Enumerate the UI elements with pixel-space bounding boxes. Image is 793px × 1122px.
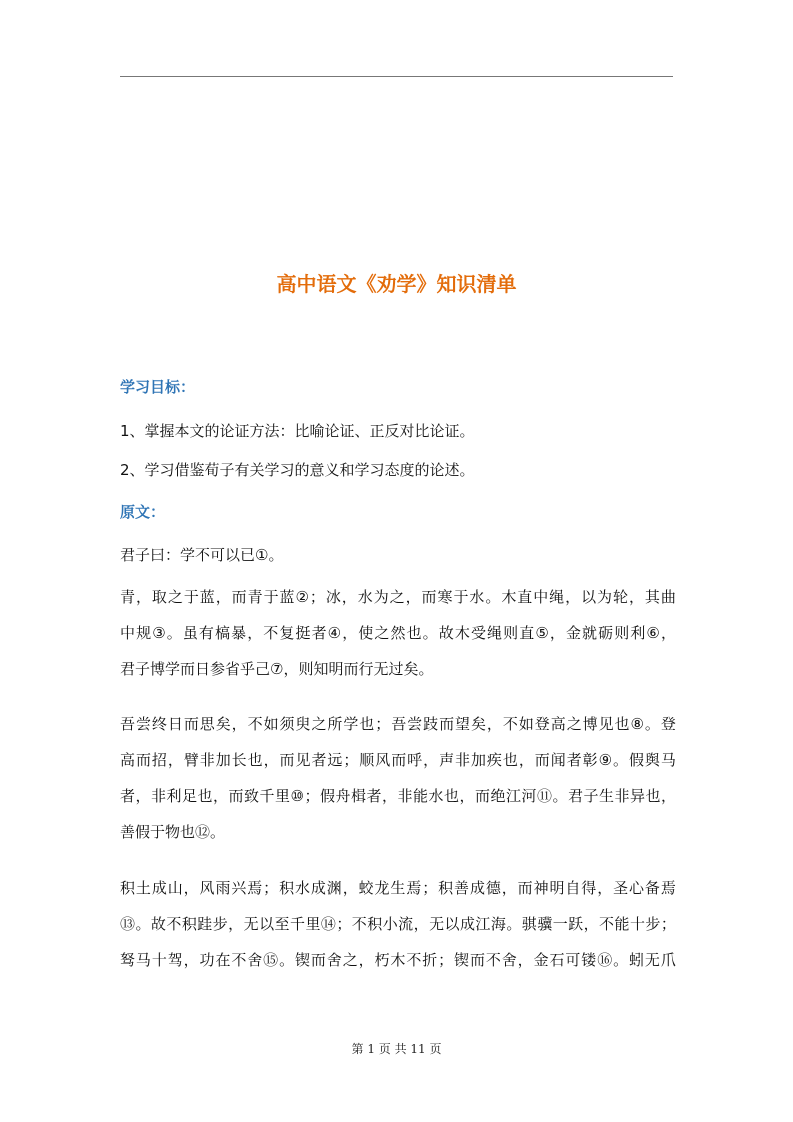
paragraph-3-line-4: 善假于物也⑫。 [120, 823, 226, 841]
paragraph-3-line-1: 吾 尝 终 日 而 思 矣 ， 不 如 须 臾 之 所 学 也 ； 吾 尝 跂 而 望 矣 ， 不 如 登 高 之 博 见 也 ⑧ 。 登 [120, 715, 676, 733]
document-title: 高中语文《劝学》知识清单 [276, 272, 517, 296]
paragraph-3-line-2: 高 而 招 ， 臂 非 加 长 也 ， 而 见 者 远 ； 顺 风 而 呼 ， 声 非 加 疾 也 ， 而 闻 者 彰 ⑨ 。 假 舆 马 [120, 751, 676, 769]
objective-item-2-text: 2、学习借鉴荀子有关学习的意义和学习态度的论述。 [120, 461, 475, 479]
paragraph-4-line-1: 积 土 成 山 ， 风 雨 兴 焉 ； 积 水 成 渊 ， 蛟 龙 生 焉 ； 积 善 成 德 ， 而 神 明 自 得 ， 圣 心 备 焉 [120, 879, 676, 897]
paragraph-3 [120, 706, 676, 850]
objective-item-1 [120, 413, 676, 449]
header-rule [120, 76, 673, 77]
objectives-heading: 学习目标： [120, 378, 196, 396]
paragraph-3-line-3: 者 ， 非 利 足 也 ， 而 致 千 里 ⑩ ； 假 舟 楫 者 ， 非 能 水 也 ， 而 绝 江 河 ⑪ 。 君 子 生 非 异 也 ， [120, 787, 676, 805]
paragraph-1 [120, 537, 676, 573]
paragraph-4 [120, 870, 676, 978]
paragraph-2-line-2: 中 规 ③ 。 虽 有 槁 暴 ， 不 复 挺 者 ④ ， 使 之 然 也 。 故 木 受 绳 则 直 ⑤ ， 金 就 砺 则 利 ⑥ ， [120, 624, 676, 642]
paragraph-2 [120, 579, 676, 687]
original-heading: 原文： [120, 503, 166, 521]
objective-item-2 [120, 452, 676, 488]
paragraph-4-line-2: ⑬ 。 故 不 积 跬 步 ， 无 以 至 千 里 ⑭ ； 不 积 小 流 ， 无 以 成 江 海 。 骐 骥 一 跃 ， 不 能 十 步 ； [120, 915, 676, 933]
page-number: 第 1 页 共 11 页 [351, 1042, 442, 1056]
paragraph-1-line: 君子曰：学不可以已①。 [120, 546, 284, 564]
paragraph-2-line-3: 君子博学而日参省乎己⑦，则知明而行无过矣。 [120, 660, 434, 678]
paragraph-2-line-1: 青 ， 取 之 于 蓝 ， 而 青 于 蓝 ② ； 冰 ， 水 为 之 ， 而 寒 于 水 。 木 直 中 绳 ， 以 为 轮 ， 其 曲 [120, 588, 676, 606]
paragraph-4-line-3: 驽 马 十 驾 ， 功 在 不 舍 ⑮ 。 锲 而 舍 之 ， 朽 木 不 折 ； 锲 而 不 舍 ， 金 石 可 镂 ⑯ 。 蚓 无 爪 [120, 951, 676, 969]
objective-item-1-text: 1、掌握本文的论证方法：比喻论证、正反对比论证。 [120, 422, 475, 440]
